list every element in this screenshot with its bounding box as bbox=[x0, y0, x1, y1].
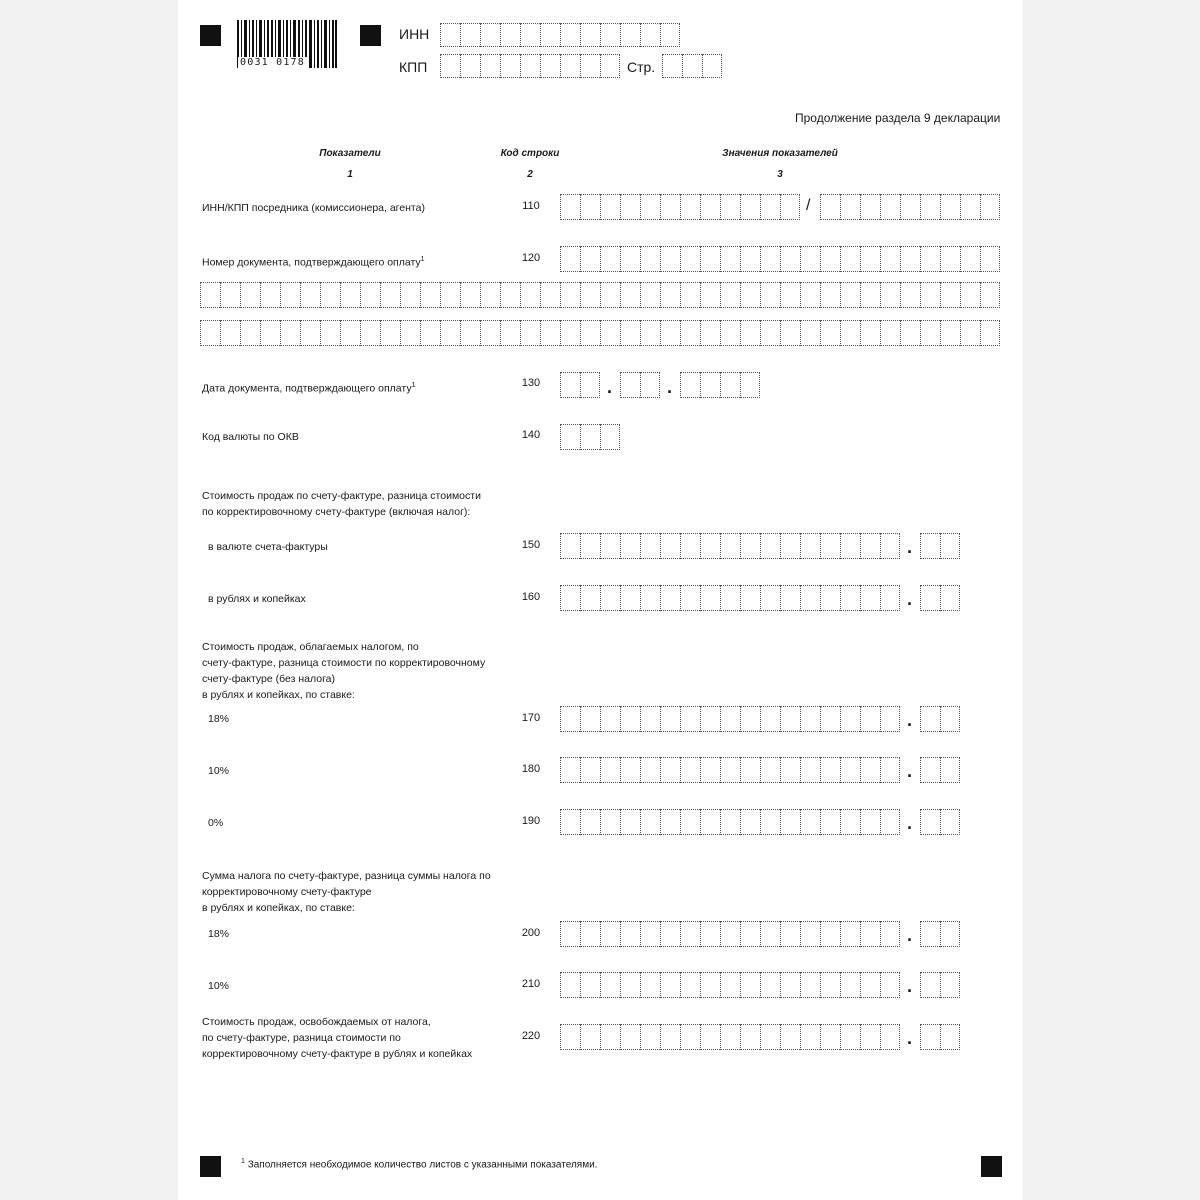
barcode-number: 0031 0178 bbox=[240, 57, 305, 68]
date-separator-dot: . bbox=[667, 377, 673, 397]
decimal-separator-dot: . bbox=[907, 925, 913, 945]
row-180-label: 10% bbox=[208, 765, 230, 777]
row-140-boxes[interactable] bbox=[560, 424, 620, 450]
row-120-label: Номер документа, подтверждающего оплату$^1$ bbox=[202, 256, 425, 269]
row-160-integer-boxes[interactable] bbox=[560, 585, 900, 611]
corner-marker-bottom-right bbox=[981, 1156, 1002, 1177]
row-110-inn-boxes[interactable] bbox=[560, 194, 800, 220]
decimal-separator-dot: . bbox=[907, 761, 913, 781]
row-150-label: в валюте счета-фактуры bbox=[208, 541, 328, 553]
group-tax-amount-label: Сумма налога по счету-фактуре, разница суммы налога по корректировочному счету-фактуре в рублях и копейках, по ставке: bbox=[202, 870, 491, 914]
column-number-2: 2 bbox=[527, 169, 533, 180]
row-170-integer-boxes[interactable] bbox=[560, 706, 900, 732]
row-210-integer-boxes[interactable] bbox=[560, 972, 900, 998]
row-200-code: 200 bbox=[521, 927, 541, 939]
row-120-boxes-line2[interactable] bbox=[200, 282, 1000, 308]
row-190-label: 0% bbox=[208, 817, 224, 829]
row-150-fraction-boxes[interactable] bbox=[920, 533, 960, 559]
kpp-boxes[interactable] bbox=[440, 54, 620, 78]
corner-marker-top-right bbox=[360, 25, 381, 46]
corner-marker-top-left bbox=[200, 25, 221, 46]
page-label: Стр. bbox=[627, 59, 656, 75]
row-210-label: 10% bbox=[208, 980, 230, 992]
inn-boxes[interactable] bbox=[440, 23, 680, 47]
decimal-separator-dot: . bbox=[907, 1028, 913, 1048]
row-170-label: 18% bbox=[208, 713, 230, 725]
row-180-code: 180 bbox=[521, 763, 541, 775]
row-200-label: 18% bbox=[208, 928, 230, 940]
inn-label: ИНН bbox=[399, 26, 430, 42]
row-160-code: 160 bbox=[521, 591, 541, 603]
row-220-integer-boxes[interactable] bbox=[560, 1024, 900, 1050]
row-130-label: Дата документа, подтверждающего оплату$^1$ bbox=[202, 382, 416, 395]
row-140-code: 140 bbox=[521, 429, 541, 441]
row-170-fraction-boxes[interactable] bbox=[920, 706, 960, 732]
column-number-1: 1 bbox=[347, 169, 353, 180]
row-190-integer-boxes[interactable] bbox=[560, 809, 900, 835]
decimal-separator-dot: . bbox=[907, 976, 913, 996]
row-120-boxes-line1[interactable] bbox=[560, 246, 1000, 272]
row-160-fraction-boxes[interactable] bbox=[920, 585, 960, 611]
row-130-month-boxes[interactable] bbox=[620, 372, 660, 398]
row-200-integer-boxes[interactable] bbox=[560, 921, 900, 947]
row-160-label: в рублях и копейках bbox=[208, 593, 306, 605]
corner-marker-bottom-left bbox=[200, 1156, 221, 1177]
row-220-fraction-boxes[interactable] bbox=[920, 1024, 960, 1050]
row-110-label: ИНН/КПП посредника (комиссионера, агента) bbox=[202, 202, 425, 214]
row-220-label: Стоимость продаж, освобождаемых от налога, по счету-фактуре, разница стоимости по корректировочному счету-фактуре в рублях и копейках bbox=[202, 1016, 473, 1060]
footnote: $^1$ Заполняется необходимое количество листов с указанными показателями. bbox=[241, 1158, 598, 1171]
row-180-integer-boxes[interactable] bbox=[560, 757, 900, 783]
row-150-code: 150 bbox=[521, 539, 541, 551]
column-header-values: Значения показателей bbox=[722, 148, 838, 159]
row-210-fraction-boxes[interactable] bbox=[920, 972, 960, 998]
kpp-label: КПП bbox=[399, 59, 428, 75]
row-120-boxes-line3[interactable] bbox=[200, 320, 1000, 346]
row-130-day-boxes[interactable] bbox=[560, 372, 600, 398]
column-number-3: 3 bbox=[777, 169, 783, 180]
row-110-code: 110 bbox=[522, 200, 540, 212]
row-150-integer-boxes[interactable] bbox=[560, 533, 900, 559]
inn-kpp-separator: / bbox=[806, 197, 811, 214]
row-190-code: 190 bbox=[521, 815, 541, 827]
group-taxable-sales-label: Стоимость продаж, облагаемых налогом, по счету-фактуре, разница стоимости по корректировочному счету-фактуре (без налога) в рублях и копейках, по ставке: bbox=[202, 641, 486, 701]
row-110-kpp-boxes[interactable] bbox=[820, 194, 1000, 220]
row-190-fraction-boxes[interactable] bbox=[920, 809, 960, 835]
column-header-indicators: Показатели bbox=[319, 148, 381, 159]
decimal-separator-dot: . bbox=[907, 537, 913, 557]
row-200-fraction-boxes[interactable] bbox=[920, 921, 960, 947]
row-220-code: 220 bbox=[521, 1030, 541, 1042]
section-title: Продолжение раздела 9 декларации bbox=[795, 111, 1001, 125]
row-130-code: 130 bbox=[521, 377, 541, 389]
decimal-separator-dot: . bbox=[907, 710, 913, 730]
row-140-label: Код валюты по ОКВ bbox=[202, 431, 299, 443]
group-sales-value-label: Стоимость продаж по счету-фактуре, разница стоимости по корректировочному счету-фактуре (включая налог): bbox=[202, 490, 481, 518]
row-180-fraction-boxes[interactable] bbox=[920, 757, 960, 783]
row-130-year-boxes[interactable] bbox=[680, 372, 760, 398]
row-120-code: 120 bbox=[521, 252, 541, 264]
column-header-line-code: Код строки bbox=[500, 148, 560, 159]
decimal-separator-dot: . bbox=[907, 589, 913, 609]
row-210-code: 210 bbox=[521, 978, 541, 990]
date-separator-dot: . bbox=[607, 377, 613, 397]
page-number-boxes[interactable] bbox=[662, 54, 722, 78]
decimal-separator-dot: . bbox=[907, 813, 913, 833]
row-170-code: 170 bbox=[521, 712, 541, 724]
